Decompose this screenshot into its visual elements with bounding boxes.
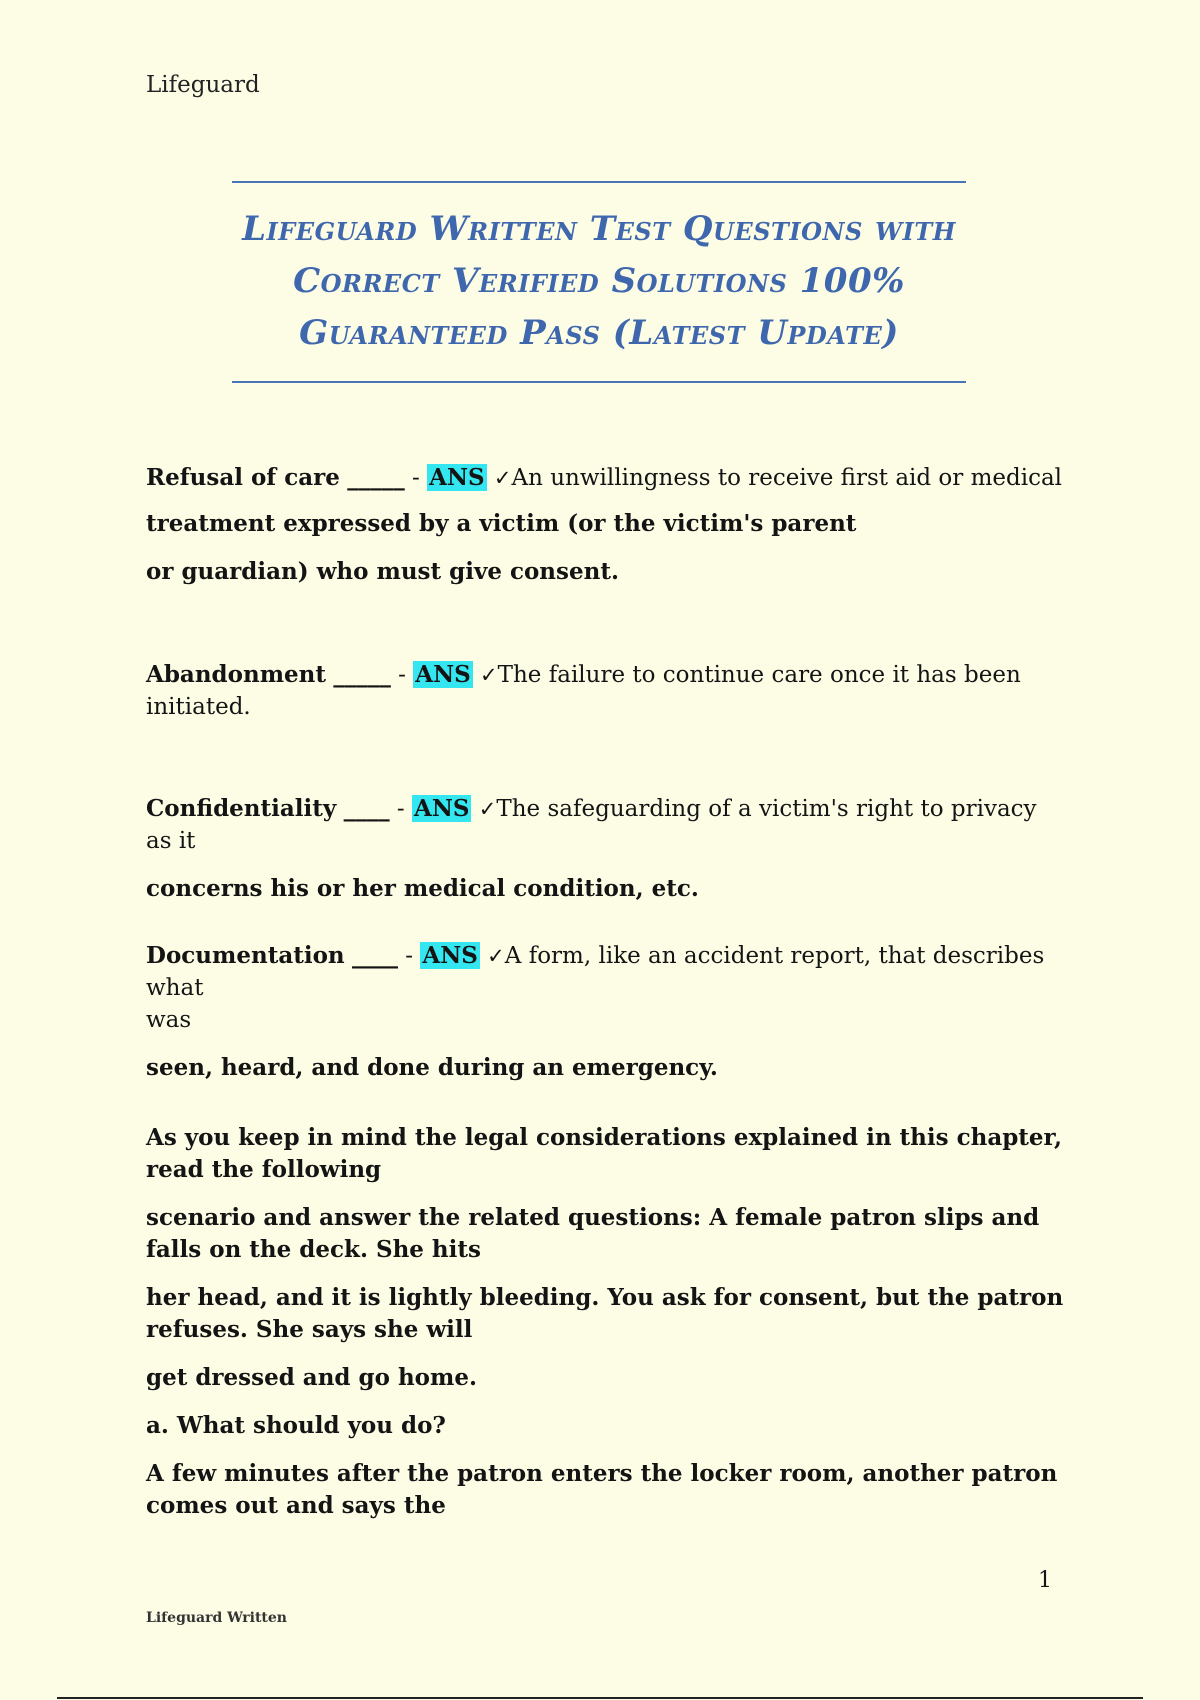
check-icon: ✓ [487, 944, 505, 968]
check-icon: ✓ [478, 797, 497, 821]
qa-entry-abandonment [146, 659, 1066, 723]
qa-entry-confidentiality [146, 793, 1066, 905]
blank: _____ [347, 464, 405, 491]
separator: - [398, 662, 406, 688]
ans-label: ANS [413, 795, 470, 822]
page-header: Lifeguard [146, 72, 260, 98]
answer-text: An unwillingness to receive first aid or medical [511, 465, 1063, 491]
title-line: Correct Verified Solutions 100% [293, 261, 905, 301]
blank: ____ [351, 942, 398, 969]
answer-line: or guardian) who must give consent. [146, 558, 619, 585]
page-footer: Lifeguard Written [146, 1610, 287, 1626]
separator: - [396, 796, 405, 822]
term: Refusal of care [146, 464, 340, 491]
answer-line: concerns his or her medical condition, etc. [146, 875, 699, 902]
answer-text: The failure to continue care once it has been [497, 662, 1021, 688]
ans-label: ANS [422, 942, 478, 969]
scenario-question: a. What should you do? [146, 1412, 446, 1439]
separator: - [405, 943, 414, 969]
term: Confidentiality [146, 795, 337, 822]
qa-entry-refusal-of-care [146, 462, 1066, 588]
answer-text: A form, like an accident report, that describes what [146, 943, 1045, 1001]
term: Documentation [146, 942, 345, 969]
ans-label: ANS [429, 464, 485, 491]
qa-entry-documentation [146, 940, 1066, 1084]
scenario-paragraph: A few minutes after the patron enters the locker room, another patron comes out and says the [146, 1460, 1058, 1519]
scenario-paragraph: her head, and it is lightly bleeding. You ask for consent, but the patron refuses. She says she will [146, 1284, 1064, 1343]
answer-line: treatment expressed by a victim (or the victim's parent [146, 510, 857, 537]
scenario-paragraph: As you keep in mind the legal considerations explained in this chapter, read the following [146, 1124, 1063, 1183]
blank: ____ [343, 795, 390, 822]
scenario-text [146, 1122, 1076, 1522]
check-icon: ✓ [480, 663, 498, 687]
scenario-paragraph: get dressed and go home. [146, 1364, 477, 1391]
title-line: Guaranteed Pass (Latest Update) [299, 313, 899, 353]
separator: - [412, 465, 420, 491]
ans-label: ANS [415, 661, 471, 688]
document-title [232, 181, 966, 383]
bottom-divider [57, 1697, 1143, 1699]
term: Abandonment [146, 661, 327, 688]
answer-line: seen, heard, and done during an emergency. [146, 1054, 718, 1081]
check-icon: ✓ [493, 466, 512, 490]
blank: _____ [333, 661, 391, 688]
scenario-paragraph: scenario and answer the related questions: A female patron slips and falls on the deck. She hits [146, 1204, 1040, 1263]
title-line: Lifeguard Written Test Questions with [242, 209, 956, 249]
answer-wrap: initiated. [146, 694, 251, 720]
page-number: 1 [1038, 1568, 1052, 1593]
answer-wrap: was [146, 1007, 192, 1033]
answer-text: The safeguarding of a victim's right to privacy as it [146, 796, 1037, 854]
